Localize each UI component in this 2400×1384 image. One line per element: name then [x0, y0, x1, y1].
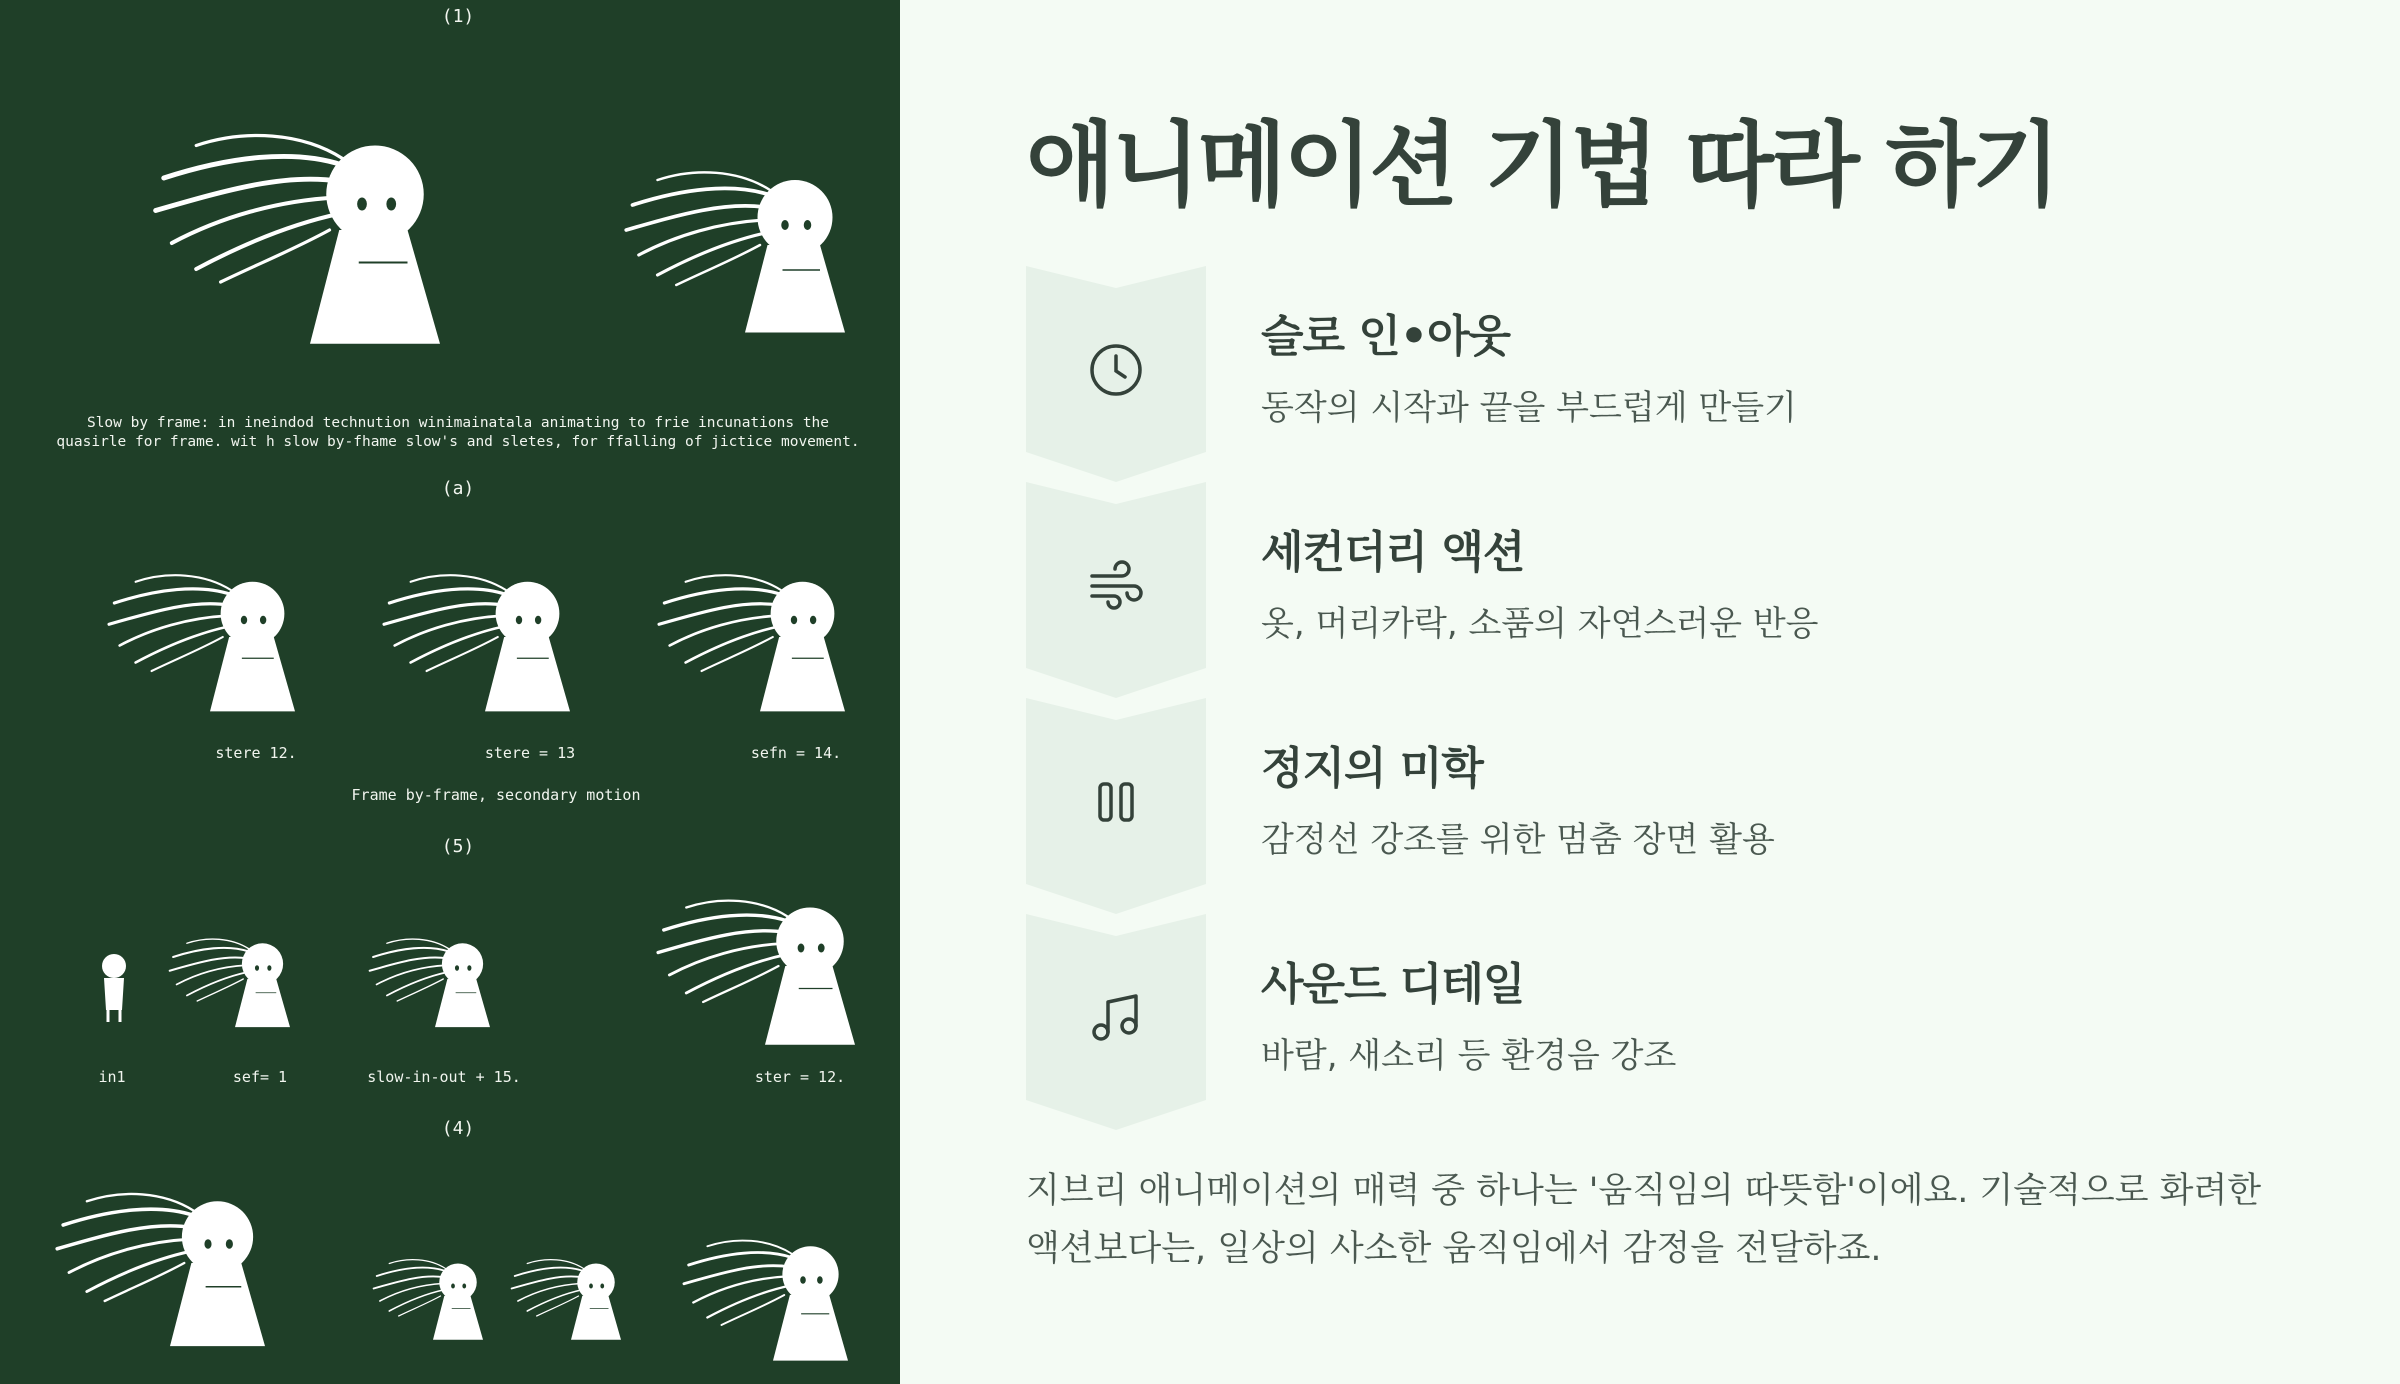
caption-line: quasirle for frame. wit h slow by-fhame slow's and sletes, for ffalling of jictice movement. [56, 434, 860, 450]
technique-item [1026, 698, 2326, 914]
page-title: 애니메이션 기법 따라 하기 [1026, 112, 2058, 219]
girl-figure [360, 924, 510, 1034]
frame-label: stere 12. [215, 744, 297, 762]
girl-figure [506, 1246, 636, 1346]
frame-label: in1 [98, 1068, 126, 1086]
section-number: (1) [441, 6, 475, 27]
summary-paragraph: 지브리 애니메이션의 매력 중 하나는 '움직임의 따뜻함'이에요. 기술적으로 화려한 액션보다는, 일상의 사소한 움직임에서 감정을 전달하죠. [1026, 1171, 2262, 1269]
technique-item [1026, 914, 2326, 1130]
pause-icon [1088, 774, 1144, 830]
music-note-icon [1088, 990, 1144, 1046]
girl-figure [360, 552, 610, 722]
section-caption [56, 414, 859, 452]
frame-label: sef= 1 [232, 1068, 288, 1086]
row-caption: Frame by-frame, secondary motion [351, 786, 641, 804]
technique-title: 사운드 디테일 [1261, 959, 1525, 1010]
technique-item [1026, 266, 2326, 482]
small-figure [96, 952, 132, 1022]
girl-figure [100, 100, 520, 360]
clock-icon [1088, 342, 1144, 398]
frame-label: sefn = 14. [750, 744, 842, 762]
technique-description: 바람, 새소리 등 환경음 강조 [1261, 1036, 1677, 1076]
girl-figure [85, 552, 335, 722]
section-number: (5) [441, 836, 475, 857]
wind-icon [1088, 558, 1144, 614]
frame-label: slow-in-out + 15. [367, 1068, 521, 1086]
section-number: (a) [441, 478, 475, 499]
technique-description: 동작의 시작과 끝을 부드럽게 만들기 [1261, 388, 1797, 428]
girl-figure [620, 130, 870, 360]
illustration-panel [0, 0, 900, 1384]
girl-figure [368, 1246, 498, 1346]
girl-figure [30, 1168, 310, 1358]
technique-description: 감정선 강조를 위한 멈춤 장면 활용 [1261, 820, 1775, 860]
girl-figure [160, 924, 310, 1034]
girl-figure [650, 876, 880, 1056]
section-number: (4) [441, 1118, 475, 1139]
technique-description: 옷, 머리카락, 소품의 자연스러운 반응 [1261, 604, 1819, 644]
girl-figure [668, 1220, 878, 1370]
girl-figure [635, 552, 885, 722]
frame-label: stere = 13 [484, 744, 576, 762]
technique-item [1026, 482, 2326, 698]
technique-title: 정지의 미학 [1261, 743, 1483, 794]
technique-title: 슬로 인•아웃 [1261, 311, 1510, 362]
technique-title: 세컨더리 액션 [1261, 527, 1525, 578]
caption-line: Slow by frame: in ineindod technution winimainatala animating to frie incunations the [86, 415, 830, 431]
frame-label: ster = 12. [754, 1068, 846, 1086]
